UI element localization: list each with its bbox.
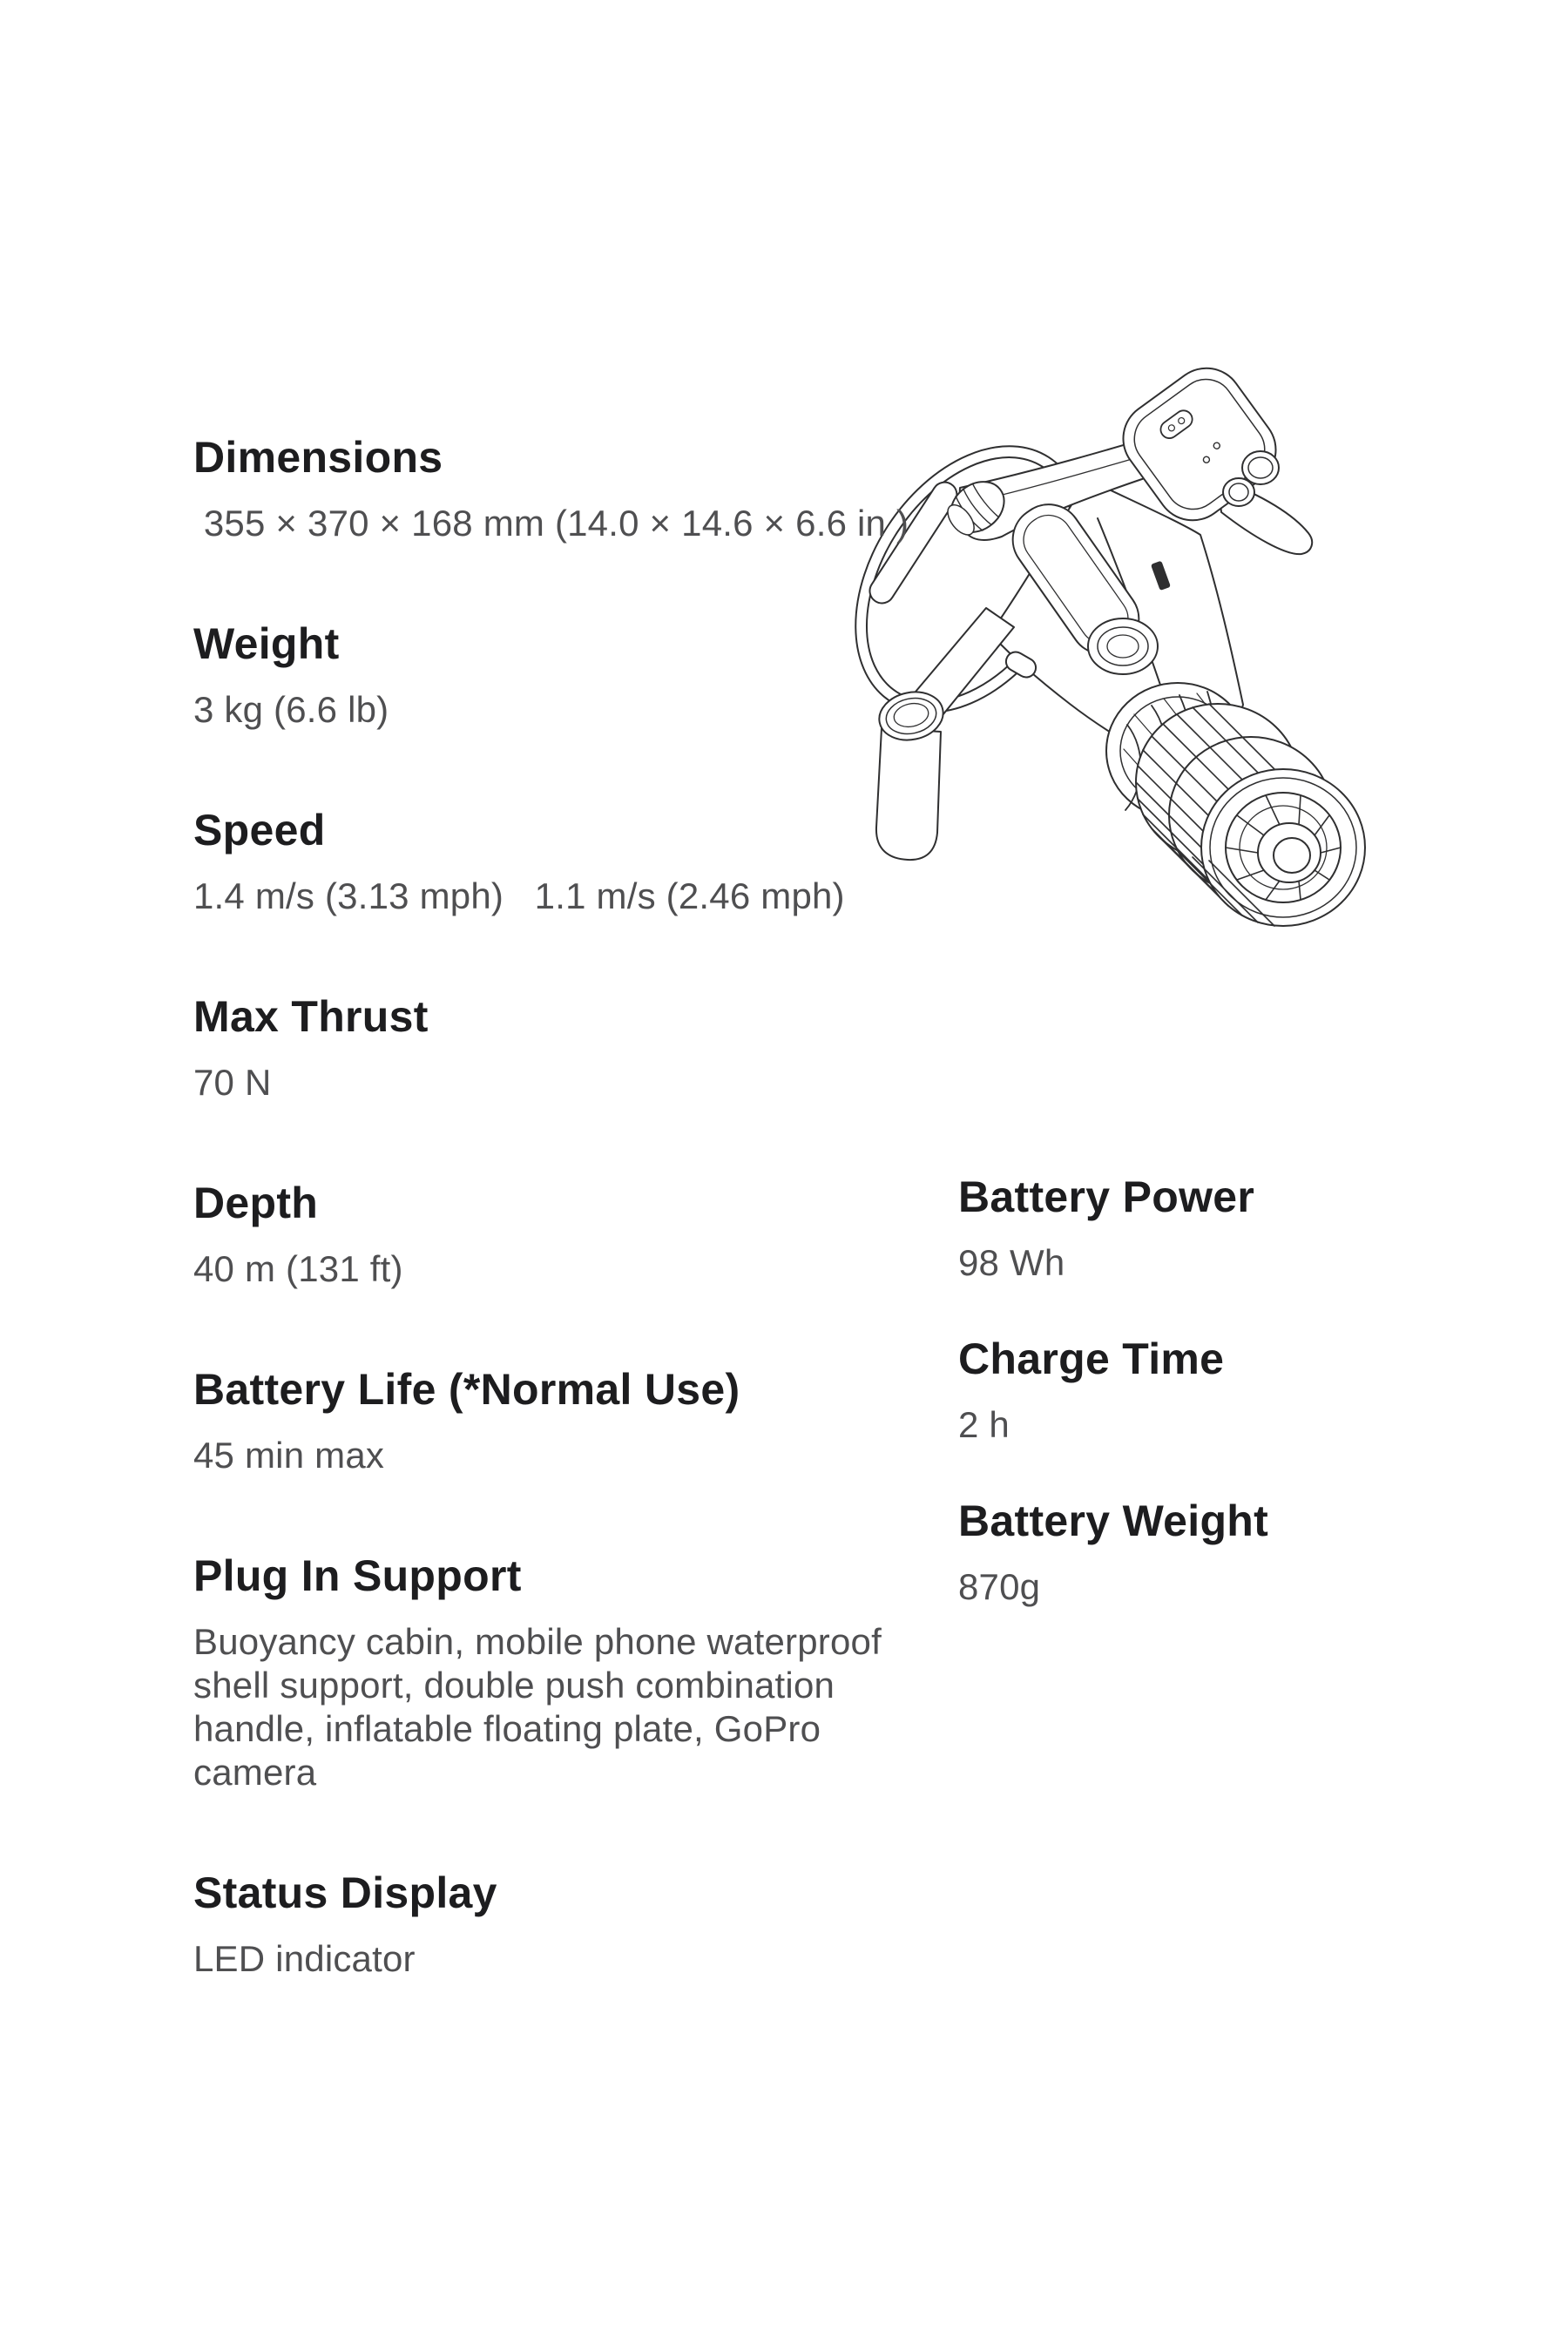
spec-column-right <box>958 1173 1533 1659</box>
spec-value: Buoyancy cabin, mobile phone waterproof shell support, double push combination handle, inflatable floating plate, GoPro camera <box>193 1621 892 1793</box>
spec-section-dimensions <box>193 434 916 545</box>
spec-section-battery-weight <box>958 1497 1533 1609</box>
spec-section-weight <box>193 620 916 732</box>
spec-value: 1.4 m/s (3.13 mph) 1.1 m/s (2.46 mph) <box>193 875 845 916</box>
spec-value: 70 N <box>193 1062 272 1103</box>
spec-section-battery-life <box>193 1366 916 1477</box>
spec-column-left <box>193 434 916 2056</box>
spec-title: Battery Life (*Normal Use) <box>193 1365 740 1414</box>
spec-title: Speed <box>193 806 326 855</box>
spec-title: Battery Power <box>958 1172 1255 1221</box>
spec-title: Charge Time <box>958 1334 1225 1383</box>
spec-section-battery-power <box>958 1173 1533 1285</box>
spec-value: 3 kg (6.6 lb) <box>193 689 389 730</box>
spec-value: LED indicator <box>193 1938 416 1979</box>
spec-value: 2 h <box>958 1404 1010 1445</box>
spec-section-status-display <box>193 1869 916 1981</box>
spec-value: 98 Wh <box>958 1242 1065 1283</box>
spec-section-depth <box>193 1179 916 1291</box>
spec-value: 355 × 370 × 168 mm (14.0 × 14.6 × 6.6 in ) <box>193 503 909 544</box>
spec-section-speed <box>193 807 916 918</box>
spec-value: 870g <box>958 1566 1041 1607</box>
spec-title: Depth <box>193 1179 319 1227</box>
spec-title: Battery Weight <box>958 1496 1269 1545</box>
spec-title: Weight <box>193 619 340 668</box>
spec-value: 45 min max <box>193 1435 385 1476</box>
spec-title: Status Display <box>193 1868 497 1917</box>
spec-section-max-thrust <box>193 993 916 1105</box>
spec-title: Max Thrust <box>193 992 429 1041</box>
spec-section-charge-time <box>958 1335 1533 1447</box>
spec-value: 40 m (131 ft) <box>193 1248 403 1289</box>
spec-title: Plug In Support <box>193 1551 522 1600</box>
spec-section-plug-in-support <box>193 1552 916 1794</box>
spec-title: Dimensions <box>193 433 443 482</box>
